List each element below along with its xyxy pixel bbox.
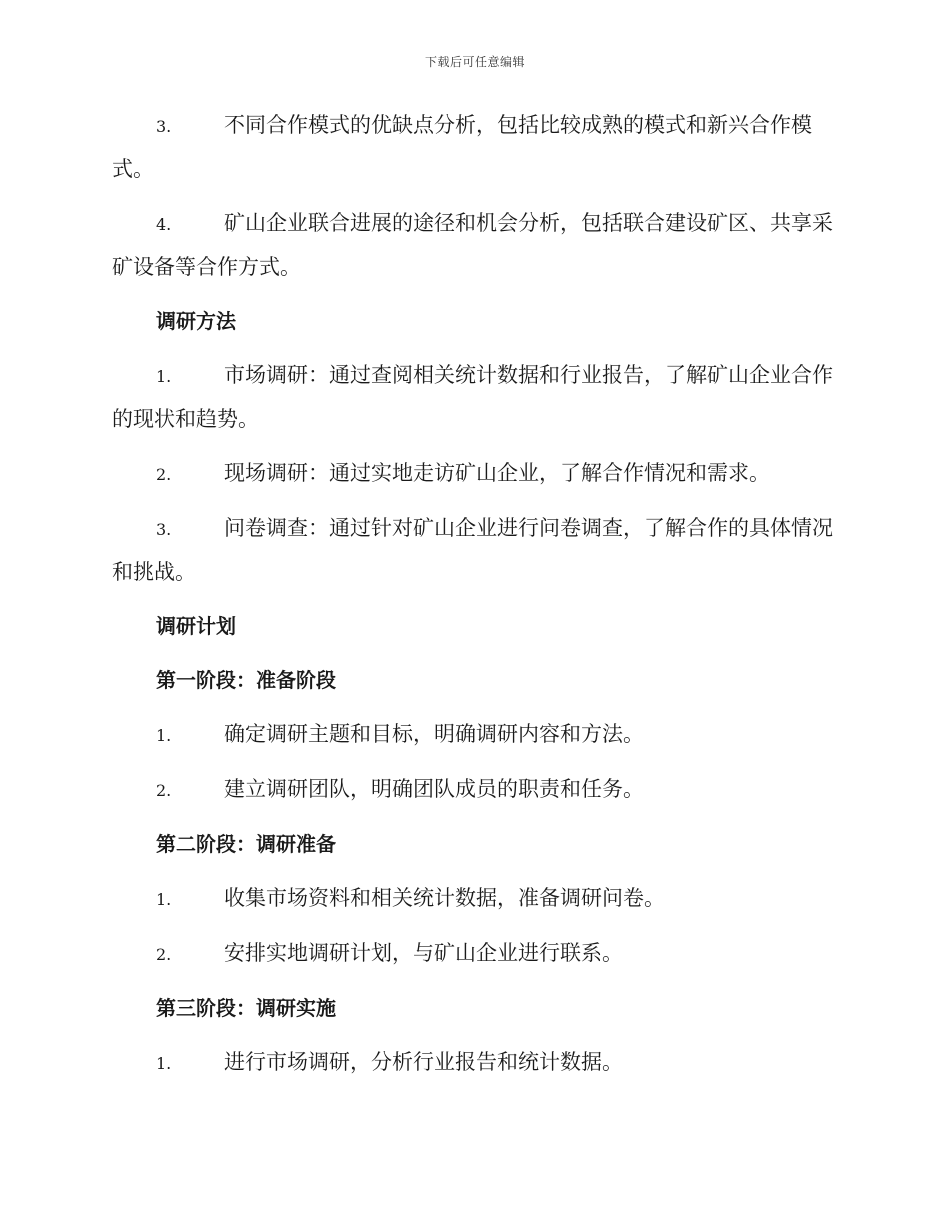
item-number: 3.: [156, 117, 172, 136]
item-number: 1.: [156, 890, 172, 909]
list-item: [112, 768, 834, 812]
list-item: [112, 713, 834, 757]
list-item: [112, 507, 834, 594]
list-item: [112, 104, 834, 191]
section-heading: 调研方法: [156, 309, 236, 333]
item-text: 现场调研：通过实地走访矿山企业，了解合作情况和需求。: [224, 461, 770, 485]
phase-heading: 第三阶段：调研实施: [156, 996, 336, 1020]
item-number: 1.: [156, 726, 172, 745]
list-item: [112, 354, 834, 441]
item-text: 安排实地调研计划，与矿山企业进行联系。: [224, 941, 623, 965]
list-item: [112, 452, 834, 496]
item-text: 不同合作模式的优缺点分析，包括比较成熟的模式和新兴合作模式。: [112, 113, 812, 181]
item-text: 建立调研团队，明确团队成员的职责和任务。: [224, 777, 644, 801]
section-heading: 调研计划: [156, 614, 236, 638]
item-text: 收集市场资料和相关统计数据，准备调研问卷。: [224, 886, 665, 910]
item-text: 市场调研：通过查阅相关统计数据和行业报告，了解矿山企业合作的现状和趋势。: [112, 363, 833, 431]
item-number: 2.: [156, 465, 172, 484]
item-text: 问卷调查：通过针对矿山企业进行问卷调查，了解合作的具体情况和挑战。: [112, 516, 833, 584]
item-text: 进行市场调研，分析行业报告和统计数据。: [224, 1050, 623, 1074]
list-item: [112, 202, 834, 289]
item-number: 1.: [156, 367, 172, 386]
item-number: 3.: [156, 520, 172, 539]
phase-heading: 第二阶段：调研准备: [156, 832, 336, 856]
phase-heading: 第一阶段：准备阶段: [156, 668, 336, 692]
list-item: [112, 877, 834, 921]
item-number: 2.: [156, 945, 172, 964]
document-body: [112, 104, 834, 1096]
item-number: 4.: [156, 215, 172, 234]
item-number: 2.: [156, 781, 172, 800]
item-text: 矿山企业联合进展的途径和机会分析，包括联合建设矿区、共享采矿设备等合作方式。: [112, 211, 833, 279]
list-item: [112, 932, 834, 976]
item-number: 1.: [156, 1054, 172, 1073]
item-text: 确定调研主题和目标，明确调研内容和方法。: [224, 722, 644, 746]
list-item: [112, 1041, 834, 1085]
page-header: 下载后可任意编辑: [424, 55, 525, 69]
